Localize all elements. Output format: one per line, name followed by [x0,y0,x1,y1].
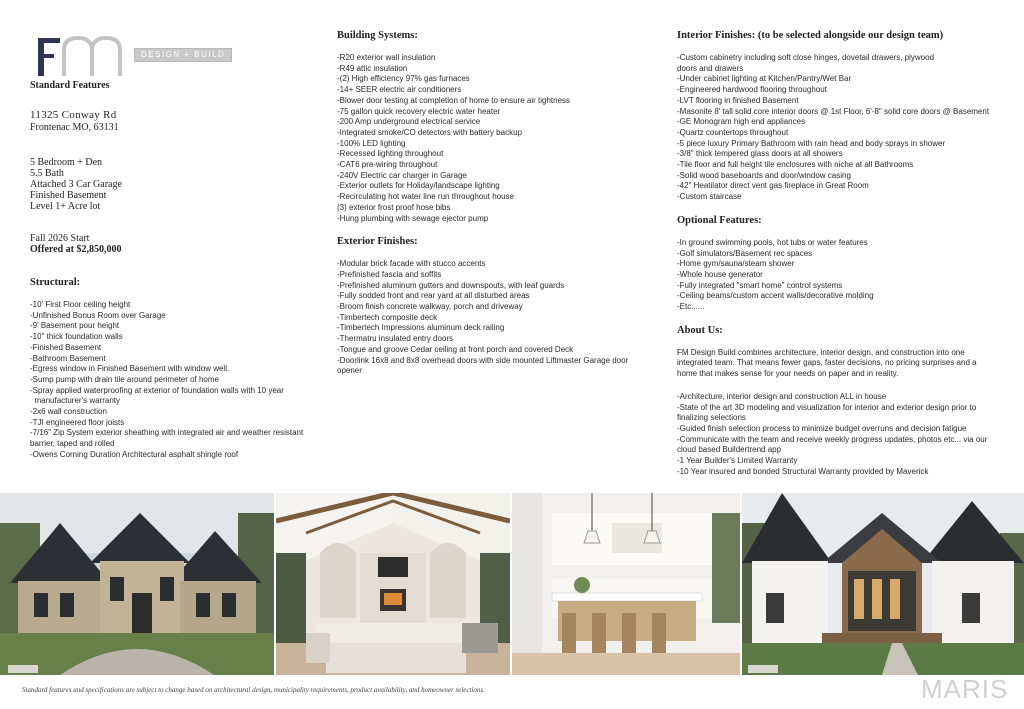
spec-line: 5.5 Bath [30,168,64,179]
logo-tagline: DESIGN + BUILD [134,48,232,62]
list-item: -Unfinished Bonus Room over Garage [30,310,166,320]
list-item: -R20 exterior wall insulation [337,53,436,62]
list-item: -Guided finish selection process to minimize budget overruns and decision fatigue [677,423,967,433]
front-exterior-rendering [0,493,274,675]
list-item: -100% LED lighting [337,138,406,148]
list-item: finalizing selections [677,413,746,423]
spec-line: Attached 3 Car Garage [30,179,122,190]
list-item: -Under cabinet lighting at Kitchen/Pantry/Wet Bar [677,74,852,84]
rendering-strip [0,493,1024,675]
list-item: -Fully sodded front and rear yard at all disturbed areas [337,291,530,301]
list-item: -Finished Basement [30,342,102,352]
list-item: -Integrated smoke/CO detectors with battery backup [337,127,522,137]
list-item: -9' Basement pour height [30,321,120,331]
list-item: -Recessed lighting throughout [337,149,444,159]
list-item: -10' First Floor ceiling height [30,300,131,309]
standard-features-heading: Standard Features [30,80,110,91]
rear-exterior-rendering [742,493,1024,675]
home-specs [30,157,320,212]
list-item: -Custom staircase [677,192,742,202]
address-city: Frontenac MO, 63131 [30,122,119,133]
standard-features-column [30,80,320,461]
list-item: -Bathroom Basement [30,353,106,363]
fm-monogram-icon [36,32,136,78]
spec-line: Finished Basement [30,190,107,201]
list-item: -Blower door testing at completion of home to ensure air tightness [337,95,571,105]
list-item: -(2) High efficiency 97% gas furnaces [337,74,470,84]
list-item: -7/16" Zip System exterior sheathing with integrated air and weather resistant [30,428,304,438]
list-item: -Tile floor and full height tile enclosures with niche at all Bathrooms [677,160,914,170]
offer-price: Offered at $2,850,000 [30,244,122,255]
list-item: -Timbertech Impressions aluminum deck railing [337,323,505,333]
list-item: -Solid wood baseboards and door/window casing [677,170,851,180]
list-item: -Sump pump with drain tile around perimeter of home [30,374,219,384]
list-item: -Recirculating hot water line run throughout house [337,192,514,202]
great-room-rendering [276,493,510,675]
list-item: -CAT6 pre-wiring throughout [337,160,438,170]
interior-finishes-list [677,53,997,203]
offer-block [30,233,320,255]
list-item: -Ceiling beams/custom accent walls/decorative molding [677,291,874,301]
about-us-list [677,392,997,478]
list-item: -42" Heatilator direct vent gas fireplace in Great Room [677,181,869,191]
list-item: -Timbertech composite deck [337,312,438,322]
systems-column [337,30,647,377]
spec-line: 5 Bedroom + Den [30,157,103,168]
list-item: -Etc...... [677,302,705,312]
list-item: -Hung plumbing with sewage ejector pump [337,213,489,223]
list-item: -Owens Corning Duration Architectural asphalt shingle roof [30,449,239,459]
interior-finishes-heading: Interior Finishes: (to be selected alongside our design team) [677,30,944,41]
list-item: -Tongue and groove Cedar ceiling at front porch and covered Deck [337,344,574,354]
list-item: -Quartz countertops throughout [677,127,789,137]
interior-column [677,30,997,478]
kitchen-rendering [512,493,740,675]
list-item: -R49 attic insulation [337,63,408,73]
list-item: cloud based Buildertrend app [677,445,782,455]
exterior-finishes-list [337,259,647,377]
list-item: -Modular brick facade with stucco accents [337,259,486,269]
list-item: -2x6 wall construction [30,407,107,417]
structural-heading: Structural: [30,277,81,288]
list-item: -Home gym/sauna/steam shower [677,259,795,269]
mls-watermark: MARIS [921,674,1009,704]
list-item: -TJI engineered floor joists [30,417,125,427]
building-systems-list [337,53,647,224]
list-item: -Broom finish concrete walkway, porch and driveway [337,302,523,312]
list-item: -10 Year insured and bonded Structural Warranty provided by Maverick [677,466,929,476]
list-item: -Egress window in Finished Basement with window well. [30,364,230,374]
list-item: -14+ SEER electric air conditioners [337,85,462,95]
company-logo [30,30,226,78]
list-item: -Exterior outlets for Holiday/landscape lighting [337,181,500,191]
list-item: -Communicate with the team and receive weekly progress updates, photos etc... via our [677,434,988,444]
list-item: -In ground swimming pools, hot tubs or water features [677,237,868,247]
list-item: -Thermatru insulated entry doors [337,334,454,344]
list-item: -Architecture, interior design and construction ALL in house [677,391,887,401]
list-item: -Engineered hardwood flooring throughout [677,85,827,95]
list-item: -1 Year Builder's Limited Warranty [677,456,798,466]
list-item: manufacturer's warranty [30,396,121,406]
about-us-heading: About Us: [677,324,723,336]
building-systems-heading: Building Systems: [337,30,418,41]
list-item: -Prefinished aluminum gutters and downspouts, with leaf guards [337,280,565,290]
list-item: barrier, taped and rolled [30,439,115,449]
list-item: -Golf simulators/Basement rec spaces [677,248,813,258]
list-item: -200 Amp underground electrical service [337,117,481,127]
list-item: -State of the art 3D modeling and visualization for interior and exterior design prior to [677,402,977,412]
list-item: -LVT flooring in finished Basement [677,95,799,105]
list-item: opener [337,366,362,376]
list-item: -GE Monogram high end appliances [677,117,806,127]
list-item: doors and drawers [677,63,744,73]
list-item: -Whole house generator [677,269,763,279]
list-item: -Spray applied waterproofing at exterior of foundation walls with 10 year [30,385,284,395]
spec-line: Level 1+ Acre lot [30,201,101,212]
list-item: -240V Electric car charger in Garage [337,170,467,180]
list-item: -Fully integrated "smart home" control systems [677,280,843,290]
list-item: -75 gallon quick recovery electric water heater [337,106,501,116]
about-us-intro: FM Design Build combines architecture, interior design, and construction into one integrated team. That means fewer gaps, faster decisions, no pricing surprises and a home that makes sense for your needs on paper and in reality. [677,347,977,379]
list-item: -10" thick foundation walls [30,332,123,342]
structural-list [30,300,320,461]
list-item: -Doorlink 16x8 and 8x8 overhead doors with side mounted Liftmaster Garage door [337,355,629,365]
list-item: -3/8" thick tempered glass doors at all showers [677,149,843,159]
disclaimer-text: Standard features and specifications are subject to change based on architectural design, municipality requirements, product availability, and homeowner selections. [22,686,485,694]
exterior-finishes-heading: Exterior Finishes: [337,236,418,248]
list-item: -5 piece luxury Primary Bathroom with rain head and body sprays in shower [677,138,946,148]
list-item: (3) exterior frost proof hose bibs [337,202,451,212]
optional-features-list [677,238,997,313]
list-item: -Prefinished fascia and soffits [337,269,442,279]
optional-features-heading: Optional Features: [677,214,762,226]
address-street: 11325 Conway Rd [30,109,117,121]
start-date: Fall 2026 Start [30,233,90,244]
list-item: -Custom cabinetry including soft close hinges, dovetail drawers, plywood [677,53,935,62]
list-item: -Masonite 8' tall solid core interior doors @ 1st Floor, 6'-8" solid core doors @ Basement [677,106,990,116]
